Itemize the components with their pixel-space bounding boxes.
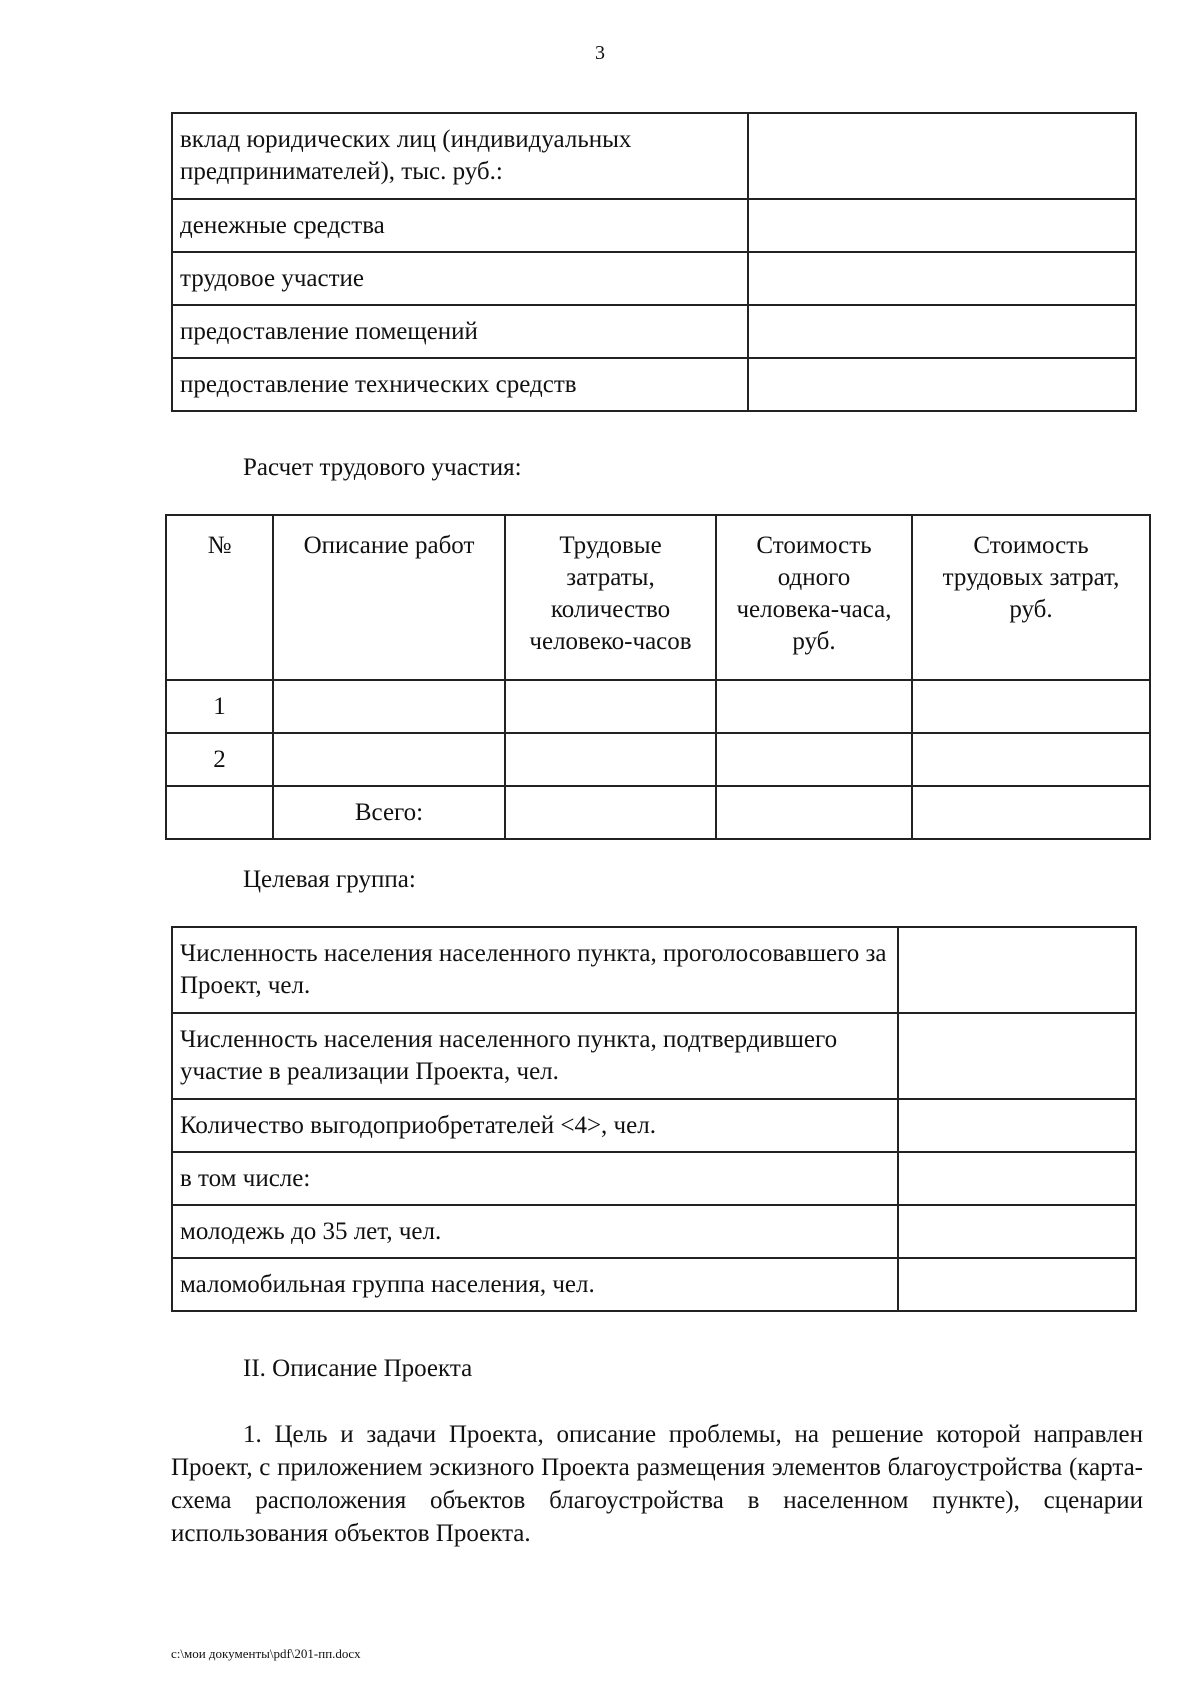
table-cell bbox=[166, 786, 273, 839]
table-cell: 2 bbox=[166, 733, 273, 786]
table-cell-value bbox=[748, 252, 1136, 305]
contribution-table bbox=[171, 112, 1137, 412]
page-number: 3 bbox=[595, 42, 605, 64]
table-cell-label: предоставление помещений bbox=[172, 305, 748, 358]
table-cell-value bbox=[898, 1152, 1136, 1205]
table-cell-value bbox=[898, 1258, 1136, 1311]
table-cell bbox=[912, 680, 1150, 733]
table-row bbox=[172, 252, 1136, 305]
table-row bbox=[172, 1258, 1136, 1311]
table-cell bbox=[505, 733, 716, 786]
table-cell-label: предоставление технических средств bbox=[172, 358, 748, 411]
column-header-labor-hours: Трудовые затраты, количество человеко-часов bbox=[505, 515, 716, 680]
table-cell-label: молодежь до 35 лет, чел. bbox=[172, 1205, 898, 1258]
table-cell-label: денежные средства bbox=[172, 199, 748, 252]
footer-file-path: c:\мои документы\pdf\201-пп.docx bbox=[171, 1646, 361, 1661]
table-row bbox=[172, 1152, 1136, 1205]
table-cell-label: трудовое участие bbox=[172, 252, 748, 305]
table-row bbox=[172, 305, 1136, 358]
table-cell-value bbox=[898, 1013, 1136, 1099]
table-cell bbox=[505, 680, 716, 733]
section-title: II. Описание Проекта bbox=[243, 1355, 473, 1382]
table-cell bbox=[716, 680, 912, 733]
table-cell-value bbox=[898, 1099, 1136, 1152]
column-header-hour-cost: Стоимость одного человека-часа, руб. bbox=[716, 515, 912, 680]
table-row bbox=[172, 358, 1136, 411]
table-row bbox=[172, 1099, 1136, 1152]
labor-table bbox=[165, 514, 1151, 840]
table-cell-value bbox=[748, 113, 1136, 199]
table-cell-value bbox=[898, 1205, 1136, 1258]
table-row bbox=[166, 680, 1150, 733]
table-row bbox=[166, 733, 1150, 786]
table-cell-label: Численность населения населенного пункта, проголосовавшего за Проект, чел. bbox=[172, 927, 898, 1013]
table-header-row bbox=[166, 515, 1150, 680]
column-header-total-cost: Стоимость трудовых затрат, руб. bbox=[912, 515, 1150, 680]
table-cell-value bbox=[748, 358, 1136, 411]
table-cell-label: Количество выгодоприобретателей <4>, чел. bbox=[172, 1099, 898, 1152]
table-cell bbox=[912, 786, 1150, 839]
table-row bbox=[172, 1205, 1136, 1258]
table-cell bbox=[912, 733, 1150, 786]
table-cell bbox=[273, 733, 505, 786]
project-description-paragraph: 1. Цель и задачи Проекта, описание проблемы, на решение которой направлен Проект, с приложением эскизного Проекта размещения элементов благоустройства (карта-схема расположения объектов благоустройства в населенном пункте), сценарии использования объектов Проекта. bbox=[171, 1421, 1143, 1547]
column-header-description: Описание работ bbox=[273, 515, 505, 680]
table-row bbox=[172, 1013, 1136, 1099]
table-cell-value bbox=[748, 305, 1136, 358]
table-cell bbox=[716, 786, 912, 839]
table-cell-label: Численность населения населенного пункта, подтвердившего участие в реализации Проекта, чел. bbox=[172, 1013, 898, 1099]
table-cell-label: в том числе: bbox=[172, 1152, 898, 1205]
table-row bbox=[172, 199, 1136, 252]
table-cell-label: вклад юридических лиц (индивидуальных предпринимателей), тыс. руб.: bbox=[172, 113, 748, 199]
target-group-table bbox=[171, 926, 1137, 1312]
target-caption: Целевая группа: bbox=[243, 866, 416, 893]
table-cell: 1 bbox=[166, 680, 273, 733]
table-cell-value bbox=[748, 199, 1136, 252]
table-cell-value bbox=[898, 927, 1136, 1013]
table-cell bbox=[273, 680, 505, 733]
table-row bbox=[172, 113, 1136, 199]
table-row bbox=[172, 927, 1136, 1013]
table-cell bbox=[505, 786, 716, 839]
table-total-row bbox=[166, 786, 1150, 839]
column-header-number: № bbox=[166, 515, 273, 680]
table-cell bbox=[716, 733, 912, 786]
total-label: Всего: bbox=[273, 786, 505, 839]
labor-caption: Расчет трудового участия: bbox=[243, 454, 522, 481]
table-cell-label: маломобильная группа населения, чел. bbox=[172, 1258, 898, 1311]
